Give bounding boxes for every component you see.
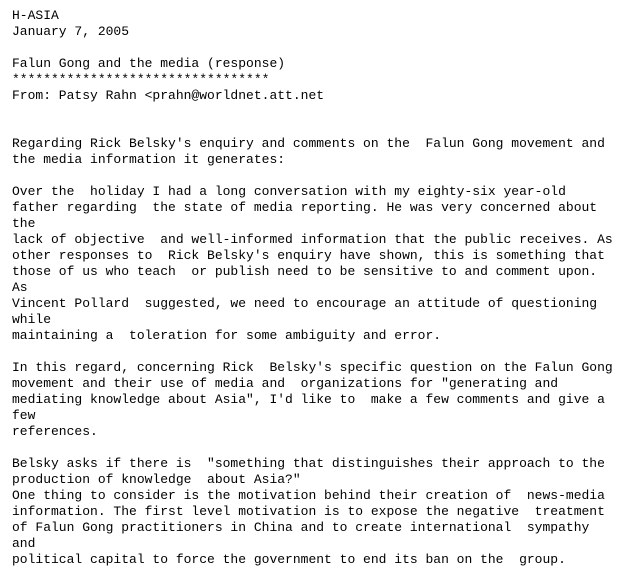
body-line: Regarding Rick Belsky's enquiry and comments on the Falun Gong movement and — [12, 136, 605, 151]
body-line: the media information it generates: — [12, 152, 286, 167]
subject-line: Falun Gong and the media (response) — [12, 56, 286, 71]
blank-line — [12, 168, 636, 184]
body-line: while — [12, 312, 52, 327]
blank-line — [12, 344, 636, 360]
body-line: other responses to Rick Belsky's enquiry have shown, this is something that — [12, 248, 605, 263]
separator-line: ********************************* — [12, 72, 270, 87]
document-body — [12, 8, 636, 568]
body-line: those of us who teach or publish need to be sensitive to and comment upon. — [12, 264, 598, 279]
body-line: production of knowledge about Asia?" — [12, 472, 301, 487]
body-line: One thing to consider is the motivation behind their creation of news-media — [12, 488, 605, 503]
body-line: maintaining a toleration for some ambiguity and error. — [12, 328, 442, 343]
body-line: political capital to force the government to end its ban on the group. — [12, 552, 566, 567]
blank-line — [12, 104, 636, 120]
body-line: As — [12, 280, 28, 295]
body-line: references. — [12, 424, 98, 439]
body-line: mediating knowledge about Asia", I'd like to make a few comments and give a — [12, 392, 605, 407]
body-line: information. The first level motivation is to expose the negative treatment — [12, 504, 605, 519]
blank-line — [12, 440, 636, 456]
body-line: father regarding the state of media reporting. He was very concerned about — [12, 200, 598, 215]
blank-line — [12, 40, 636, 56]
body-line: of Falun Gong practitioners in China and to create international sympathy — [12, 520, 590, 535]
body-line: few — [12, 408, 36, 423]
body-line: Vincent Pollard suggested, we need to encourage an attitude of questioning — [12, 296, 598, 311]
body-line: In this regard, concerning Rick Belsky's specific question on the Falun Gong — [12, 360, 613, 375]
body-line: movement and their use of media and organizations for "generating and — [12, 376, 559, 391]
header-source: H-ASIA — [12, 8, 59, 23]
body-line: the — [12, 216, 36, 231]
header-date: January 7, 2005 — [12, 24, 130, 39]
body-line: lack of objective and well-informed information that the public receives. As — [12, 232, 613, 247]
body-line: and — [12, 536, 36, 551]
body-line: Over the holiday I had a long conversation with my eighty-six year-old — [12, 184, 566, 199]
body-line: Belsky asks if there is "something that distinguishes their approach to the — [12, 456, 605, 471]
from-line: From: Patsy Rahn <prahn@worldnet.att.net — [12, 88, 325, 103]
blank-line — [12, 120, 636, 136]
